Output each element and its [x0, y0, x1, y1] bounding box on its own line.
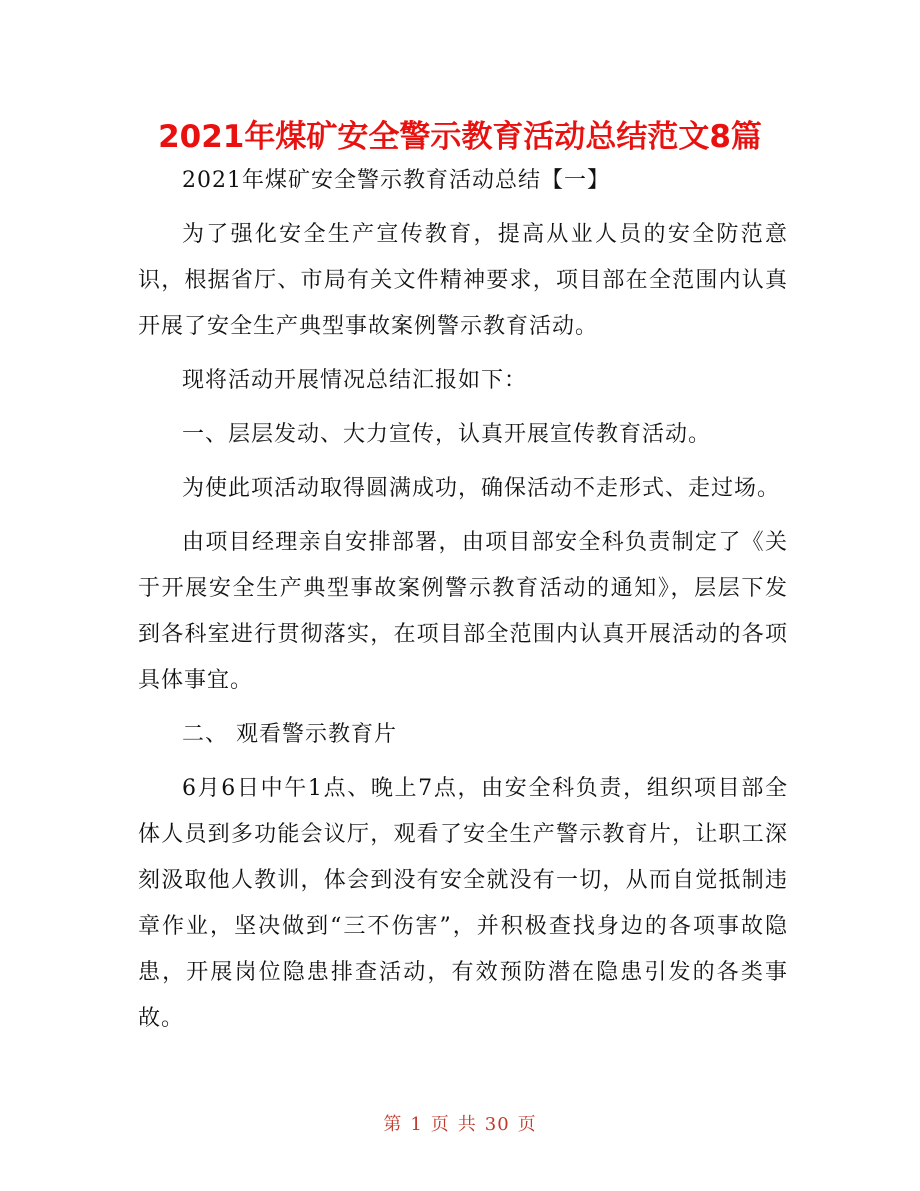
paragraph-subtitle: 2021年煤矿安全警示教育活动总结【一】 [182, 168, 610, 193]
paragraph-section-two-detail: 6月6日中午1点、晚上7点，由安全科负责，组织项目部全体人员到多功能会议厅，观看了安全生产警示教育片，让职工深刻汲取他人教训，体会到没有安全就没有一切，从而自觉抵制违章作业，坚决做到“三不伤害”，并积极查找身边的各项事故隐患，开展岗位隐患排查活动，有效预防潜在隐患引发的各类事故。 [138, 776, 788, 1031]
document-body [138, 158, 788, 1050]
paragraph-summary-lead: 现将活动开展情况总结汇报如下： [182, 368, 528, 393]
footer-total-prefix: 共 [457, 1114, 477, 1135]
paragraph-section-one-heading: 一、层层发动、大力宣传，认真开展宣传教育活动。 [182, 422, 712, 447]
footer-page-unit: 页 [430, 1114, 450, 1135]
paragraph-section-one-goal: 为使此项活动取得圆满成功，确保活动不走形式、走过场。 [182, 476, 781, 501]
paragraph-intro: 为了强化安全生产宣传教育，提高从业人员的安全防范意识，根据省厅、市局有关文件精神要求，项目部在全范围内认真开展了安全生产典型事故案例警示教育活动。 [138, 222, 788, 339]
document-title: 2021年煤矿安全警示教育活动总结范文8篇 [158, 119, 762, 155]
footer-page-prefix: 第 [383, 1114, 403, 1135]
footer-total-unit: 页 [517, 1114, 537, 1135]
paragraph-section-one-detail: 由项目经理亲自安排部署，由项目部安全科负责制定了《关于开展安全生产典型事故案例警示教育活动的通知》，层层下发到各科室进行贯彻落实，在项目部全范围内认真开展活动的各项具体事宜。 [138, 530, 788, 693]
footer-total-pages: 30 [484, 1114, 510, 1135]
page-footer [0, 1110, 920, 1140]
paragraph-section-two-heading: 二、 观看警示教育片 [182, 722, 397, 747]
footer-page-number: 1 [410, 1114, 423, 1135]
